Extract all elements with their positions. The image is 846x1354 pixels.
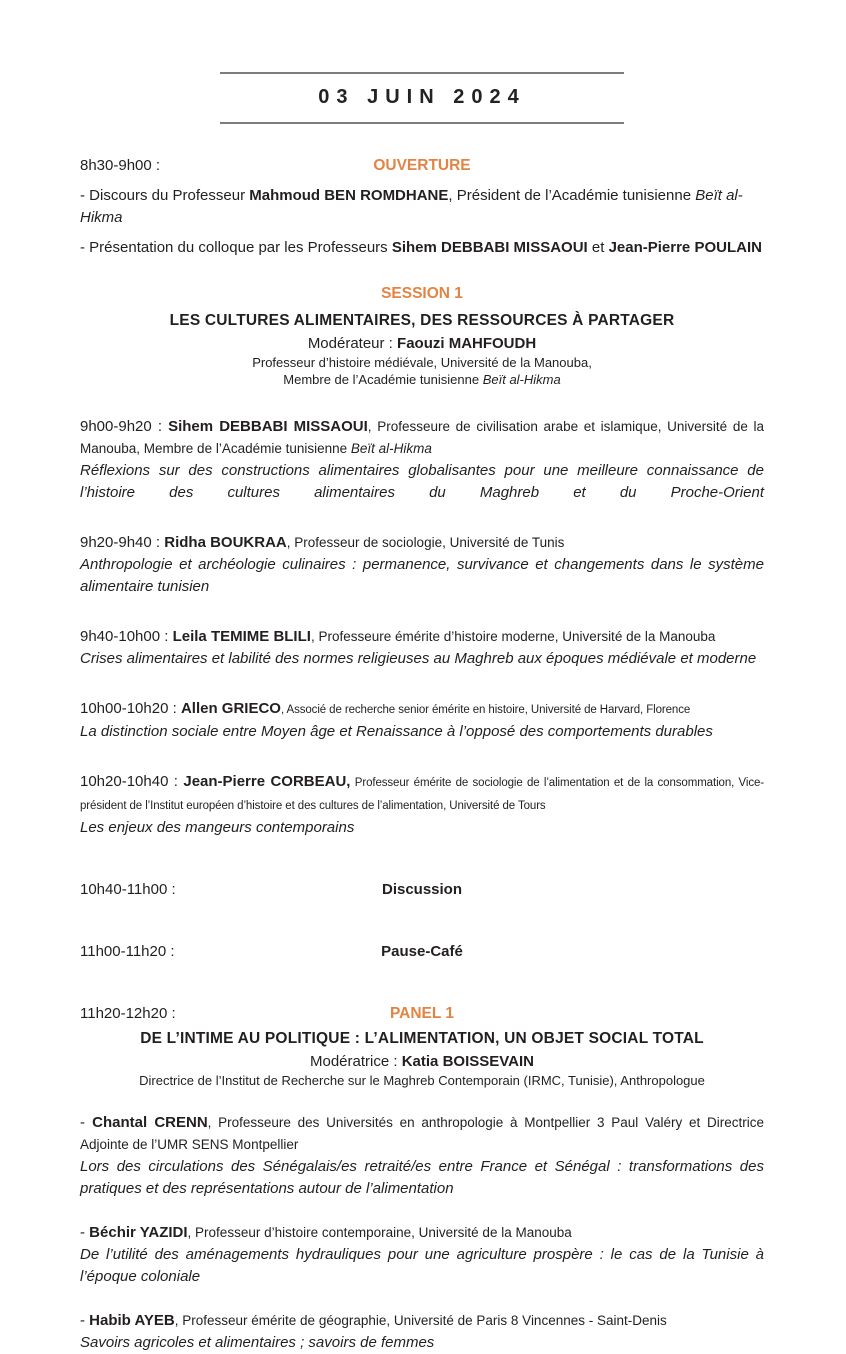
talk-item (80, 698, 764, 743)
moderator-desc-line: Directrice de l’Institut de Recherche sur le Maghreb Contemporain (IRMC, Tunisie), Anthropologue (139, 1073, 705, 1088)
talk-head (80, 771, 764, 817)
speaker-name: Jean-Pierre POULAIN (608, 239, 762, 256)
talk-title: Réflexions sur des constructions alimentaires globalisantes pour une meilleure connaissance de l’histoire des cultures alimentaires du Maghreb et du Proche-Orient (80, 462, 764, 501)
date-banner (220, 72, 624, 124)
speaker-name: Sihem DEBBABI MISSAOUI (391, 239, 588, 256)
ouverture-row (80, 155, 764, 177)
speaker-affiliation: , Professeure de civilisation arabe et islamique, Université de la Manouba, Membre de l’Académie tunisienne (80, 419, 765, 456)
panel1-time: 11h20-12h20 : (80, 1005, 176, 1022)
text-segment: - Discours du Professeur (80, 187, 250, 204)
speaker-head (80, 1222, 764, 1244)
talk-time: 9h00-9h20 : (80, 418, 162, 435)
dash: - (80, 1223, 90, 1241)
text-segment: - Présentation du colloque par les Professeurs (80, 239, 392, 256)
discussion-label: Discussion (381, 881, 463, 898)
dash: - (80, 1311, 90, 1329)
talk-item (80, 771, 764, 839)
text-segment: Membre de l’Académie tunisienne (283, 371, 483, 387)
session1-header (80, 283, 764, 388)
institution-name: Beït al-Hikma (350, 441, 432, 456)
speaker-title: Savoirs agricoles et alimentaires ; savoirs de femmes (80, 1333, 435, 1351)
date-title: 03 JUIN 2024 (318, 86, 526, 108)
moderator-desc-line (80, 372, 764, 389)
speaker-title: De l’utilité des aménagements hydrauliques pour une agriculture prospère : le cas de la Tunisie à l’époque coloniale (80, 1245, 764, 1285)
talk-title: Les enjeux des mangeurs contemporains (80, 819, 355, 836)
speaker-affiliation: Professeur émérite de sociologie de l’alimentation et de la consommation, Vice-président de l’Institut européen d’histoire et des cultures de l’alimentation, Université de Tours (80, 777, 765, 812)
break-time: 10h40-11h00 : (80, 881, 176, 898)
talk-head (80, 698, 764, 721)
speaker-head (80, 1310, 764, 1332)
speaker-affiliation: , Professeur émérite de géographie, Université de Paris 8 Vincennes - Saint-Denis (174, 1312, 667, 1328)
speaker-name: Leila TEMIME BLILI (172, 628, 311, 645)
session1-title: LES CULTURES ALIMENTAIRES, DES RESSOURCES À PARTAGER (169, 312, 675, 329)
moderator-label: Modératrice : (310, 1053, 398, 1070)
speaker-name: Allen GRIECO (180, 700, 281, 717)
session1-moderator (80, 333, 764, 355)
talk-time: 9h40-10h00 : (80, 628, 169, 645)
panel1-label: PANEL 1 (389, 1005, 455, 1022)
speaker-affiliation: , Professeure émérite d’histoire moderne, Université de la Manouba (310, 629, 716, 644)
speaker-name: Sihem DEBBABI MISSAOUI (168, 418, 368, 435)
speaker-head (80, 1112, 764, 1156)
pause-cafe-row (80, 941, 764, 963)
speaker-name: Habib AYEB (89, 1311, 175, 1329)
panel-speaker-item (80, 1112, 764, 1200)
speaker-name: Mahmoud BEN ROMDHANE (249, 187, 449, 204)
talk-item (80, 532, 764, 598)
talk-item (80, 416, 764, 504)
moderator-desc-line: Professeur d’histoire médiévale, Université de la Manouba, (252, 355, 592, 370)
talk-time: 10h00-10h20 : (80, 700, 177, 717)
speaker-name: Béchir YAZIDI (89, 1223, 188, 1241)
talk-time: 9h20-9h40 : (80, 534, 161, 551)
ouverture-heading: OUVERTURE (373, 157, 471, 174)
talk-item (80, 626, 764, 670)
talk-title: Anthropologie et archéologie culinaires : permanence, survivance et changements dans le système alimentaire tunisien (80, 556, 764, 595)
panel-speaker-item (80, 1310, 764, 1354)
speaker-affiliation: , Associé de recherche senior émérite en histoire, Université de Harvard, Florence (280, 704, 691, 716)
moderator-name: Katia BOISSEVAIN (401, 1053, 534, 1070)
speaker-title: Lors des circulations des Sénégalais/es retraité/es entre France et Sénégal : transformations des pratiques et des représentations autour de l’alimentation (80, 1157, 764, 1197)
talk-title: La distinction sociale entre Moyen âge et Renaissance à l’opposé des comportements durables (80, 723, 713, 740)
talk-title: Crises alimentaires et labilité des normes religieuses au Maghreb aux époques médiévale et moderne (80, 650, 757, 667)
ouverture-time: 8h30-9h00 : (80, 157, 161, 174)
discussion-row (80, 879, 764, 901)
speaker-name: Jean-Pierre CORBEAU, (183, 773, 351, 790)
speaker-name: Ridha BOUKRAA (164, 534, 287, 551)
panel-speaker-item (80, 1222, 764, 1288)
talk-head (80, 626, 764, 648)
speaker-affiliation: , Professeur d’histoire contemporaine, Université de la Manouba (187, 1224, 572, 1240)
panel1-moderator (80, 1051, 764, 1073)
panel1-row (80, 1003, 764, 1025)
text-segment: et (587, 239, 609, 256)
speaker-affiliation: , Professeure des Universités en anthropologie à Montpellier 3 Paul Valéry et Directrice Adjointe de l’UMR SENS Montpellier (80, 1114, 764, 1152)
speaker-name: Chantal CRENN (92, 1113, 208, 1131)
talk-head (80, 416, 764, 460)
talk-time: 10h20-10h40 : (80, 773, 178, 790)
ouverture-line-discours (80, 185, 764, 229)
institution-name: Beït al-Hikma (482, 371, 561, 387)
break-time: 11h00-11h20 : (80, 943, 175, 960)
dash: - (80, 1113, 93, 1131)
panel1-header (80, 1028, 764, 1090)
session1-label: SESSION 1 (381, 285, 463, 302)
text-segment: , Président de l’Académie tunisienne (448, 187, 696, 204)
speaker-affiliation: , Professeur de sociologie, Université de Tunis (286, 535, 565, 550)
program-page (0, 72, 846, 1354)
moderator-label: Modérateur : (307, 335, 393, 352)
panel1-title: DE L’INTIME AU POLITIQUE : L’ALIMENTATION, UN OBJET SOCIAL TOTAL (140, 1030, 704, 1047)
moderator-name: Faouzi MAHFOUDH (397, 335, 537, 352)
talk-head (80, 532, 764, 554)
institution-name: Beït al-Hikma (80, 187, 743, 226)
ouverture-line-presentation (80, 237, 764, 259)
pause-cafe-label: Pause-Café (381, 943, 463, 960)
